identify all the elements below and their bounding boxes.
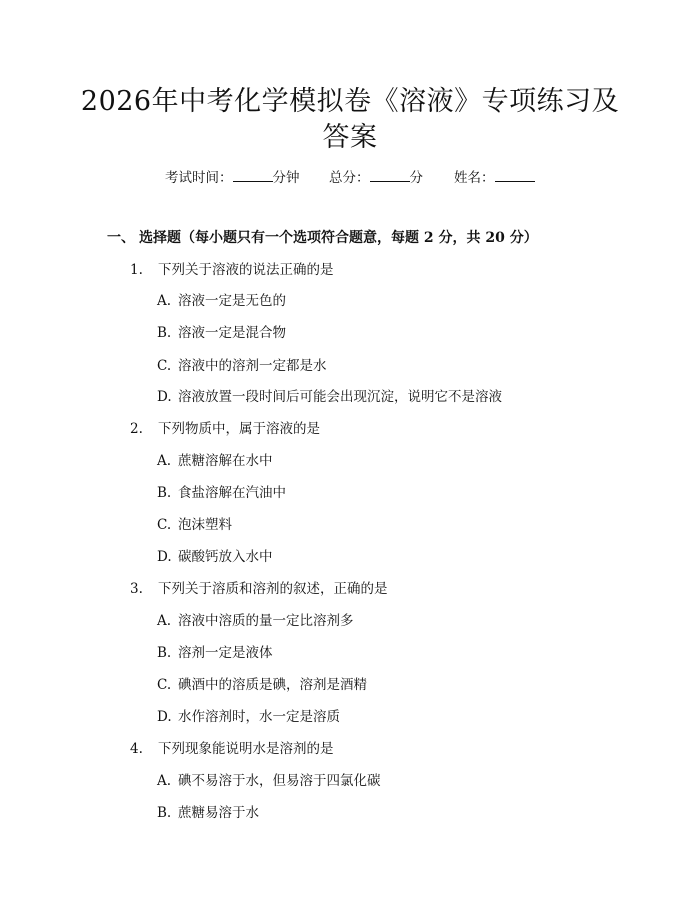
question-3-option-c (157, 676, 367, 694)
question-3-option-a (157, 612, 354, 630)
question-2-option-c (157, 516, 232, 534)
question-1-option-d (157, 388, 502, 406)
option-text: 溶液中的溶剂一定都是水 (178, 358, 327, 374)
question-2-option-a (157, 452, 273, 470)
option-text: 碘不易溶于水，但易溶于四氯化碳 (178, 773, 381, 789)
question-number: 1. (130, 262, 143, 278)
option-letter: C. (157, 517, 172, 533)
option-letter: B. (157, 805, 172, 821)
question-text: 下列物质中，属于溶液的是 (158, 421, 320, 437)
total-score-unit: 分 (409, 170, 423, 186)
document-title-line-1: 2026年中考化学模拟卷《溶液》专项练习及 (80, 86, 620, 117)
section-title: 选择题（每小题只有一个选项符合题意，每题 2 分，共 20 分） (139, 230, 538, 246)
question-3-option-b (157, 644, 273, 662)
option-letter: C. (157, 677, 172, 693)
total-score-label: 总分： (329, 170, 370, 186)
option-text: 食盐溶解在汽油中 (178, 485, 286, 501)
option-letter: D. (157, 549, 172, 565)
question-1-option-a (157, 292, 286, 310)
option-text: 泡沫塑料 (178, 517, 232, 533)
question-number: 2. (130, 421, 143, 437)
question-3 (130, 580, 388, 598)
question-4-option-b (157, 804, 259, 822)
option-letter: A. (157, 453, 172, 469)
question-number: 3. (130, 581, 143, 597)
option-text: 碘酒中的溶质是碘，溶剂是酒精 (178, 677, 367, 693)
option-letter: A. (157, 293, 172, 309)
question-4 (130, 740, 334, 758)
exam-time-field (165, 169, 300, 187)
question-2-option-d (157, 548, 273, 566)
option-letter: D. (157, 709, 172, 725)
option-letter: C. (157, 358, 172, 374)
student-name-blank (495, 169, 535, 182)
exam-time-blank (233, 169, 273, 182)
option-text: 溶液中溶质的量一定比溶剂多 (178, 613, 354, 629)
document-title-line-2: 答案 (322, 122, 378, 153)
question-4-option-a (157, 772, 381, 790)
option-letter: B. (157, 645, 172, 661)
option-text: 碳酸钙放入水中 (178, 549, 273, 565)
option-letter: D. (157, 389, 172, 405)
option-text: 溶液放置一段时间后可能会出现沉淀，说明它不是溶液 (178, 389, 502, 405)
student-name-label: 姓名： (454, 170, 495, 186)
option-text: 蔗糖易溶于水 (178, 805, 259, 821)
option-letter: B. (157, 485, 172, 501)
question-text: 下列现象能说明水是溶剂的是 (158, 741, 334, 757)
option-text: 溶液一定是混合物 (178, 325, 286, 341)
option-letter: B. (157, 325, 172, 341)
exam-time-label: 考试时间： (165, 170, 233, 186)
section-number: 一、 (107, 230, 135, 246)
student-name-field (454, 169, 535, 187)
option-text: 溶液一定是无色的 (178, 293, 286, 309)
question-3-option-d (157, 708, 340, 726)
section-heading (107, 229, 538, 247)
option-text: 水作溶剂时，水一定是溶质 (178, 709, 340, 725)
question-2-option-b (157, 484, 286, 502)
option-text: 蔗糖溶解在水中 (178, 453, 273, 469)
total-score-field (329, 169, 423, 187)
question-number: 4. (130, 741, 143, 757)
total-score-blank (370, 169, 410, 182)
option-letter: A. (157, 613, 172, 629)
question-2 (130, 420, 320, 438)
question-1-option-c (157, 357, 327, 375)
question-1 (130, 261, 334, 279)
question-1-option-b (157, 324, 286, 342)
question-text: 下列关于溶质和溶剂的叙述，正确的是 (158, 581, 388, 597)
option-letter: A. (157, 773, 172, 789)
option-text: 溶剂一定是液体 (178, 645, 273, 661)
question-text: 下列关于溶液的说法正确的是 (158, 262, 334, 278)
exam-time-unit: 分钟 (272, 170, 300, 186)
